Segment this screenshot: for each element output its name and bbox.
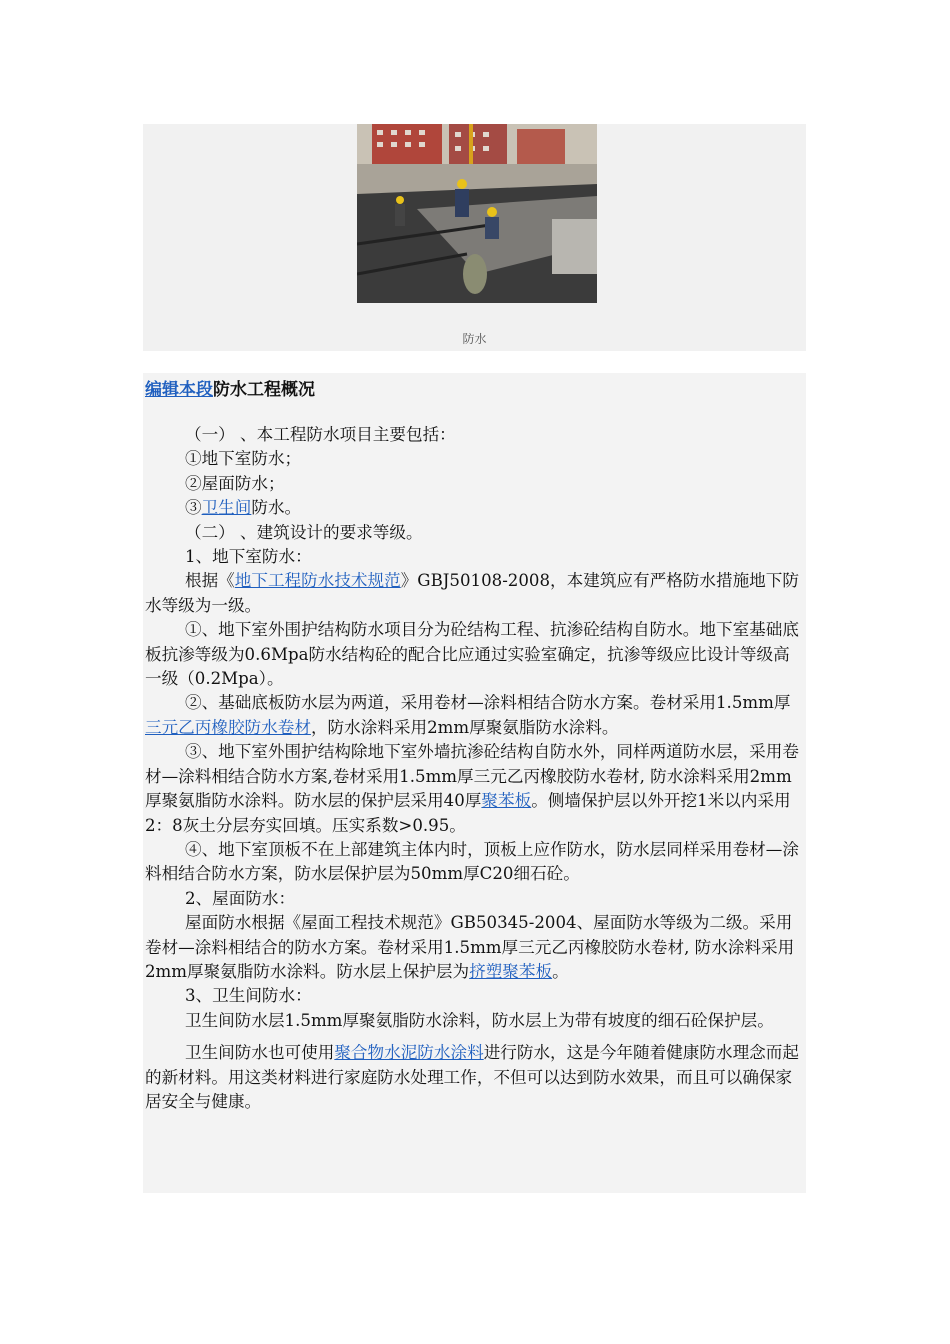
paragraph: ②屋面防水； [185,473,285,493]
text: ③ [185,498,202,518]
text: 防水。 [251,498,302,518]
paragraph: （一） 、本工程防水项目主要包括： [185,425,456,444]
text: ，防水涂料采用2mm厚聚氨脂防水涂料。 [310,717,619,737]
paragraph [145,1041,805,1114]
paragraph: ①地下室防水； [185,449,302,469]
construction-photo [357,124,597,303]
article-body [145,423,805,1114]
paragraph: ④、地下室顶板不在上部建筑主体内时，顶板上应作防水，防水层同样采用卷材—涂料相结合防水方案，防水层保护层为50mm厚C20细石砼。 [145,839,799,884]
link-underground-spec[interactable]: 地下工程防水技术规范 [234,571,401,591]
waterproofing-site-image [357,124,597,303]
text: 》GBJ50108-2008，本建筑应有严格防水措施地下防水等级为一级。 [145,571,799,615]
paragraph [145,496,805,520]
paragraph [145,691,805,740]
paragraph [145,911,805,984]
text: ③、地下室外围护结构除地下室外墙抗渗砼结构自防水外，同样两道防水层，采用卷材—涂料相结合防水方案,卷材采用1.5mm厚三元乙丙橡胶防水卷材, 防水涂料采用2mm厚聚氨脂防水涂料。防水层的保护层采用40厚 [145,742,799,811]
text: 卫生间防水也可使用 [185,1043,335,1063]
link-epdm-membrane[interactable]: 三元乙丙橡胶防水卷材 [145,717,311,737]
section-title: 防水工程概况 [213,380,315,400]
paragraph: 卫生间防水层1.5mm厚聚氨脂防水涂料，防水层上为带有坡度的细石砼保护层。 [185,1010,774,1030]
link-xps-board[interactable]: 挤塑聚苯板 [469,961,553,981]
paragraph [145,740,805,838]
edit-section-link[interactable]: 编辑本段 [145,380,213,400]
paragraph: ①、地下室外围护结构防水项目分为砼结构工程、抗渗砼结构自防水。地下室基础底板抗渗等级为0.6Mpa防水结构砼的配合比应通过实验室确定，抗渗等级应比设计等级高一级（0.2Mpa）。 [145,620,799,689]
text: 屋面防水根据《屋面工程技术规范》GB50345-2004、屋面防水等级为二级。采用卷材—涂料相结合的防水方案。卷材采用1.5mm厚三元乙丙橡胶防水卷材, 防水涂料采用2mm厚聚氨脂防水涂料。防水层上保护层为 [145,913,795,981]
text: 根据《 [185,571,235,591]
paragraph [145,569,805,618]
text: 进行防水，这是今年随着健康防水理念而起的新材料。用这类材料进行家庭防水处理工作，不但可以达到防水效果，而且可以确保家居安全与健康。 [145,1043,799,1111]
text: 。 [552,961,569,981]
text: ②、基础底板防水层为两道，采用卷材—涂料相结合防水方案。卷材采用1.5mm厚 [185,693,791,713]
figure-caption: 防水 [462,332,487,346]
link-polymer-cement-coating[interactable]: 聚合物水泥防水涂料 [334,1043,484,1063]
paragraph: 3、卫生间防水： [185,986,312,1006]
link-bathroom[interactable]: 卫生间 [201,498,252,518]
figure-box [143,124,806,351]
text: 。侧墙保护层以外开挖1米以内采用2：8灰土分层夯实回填。压实系数>0.95。 [145,791,791,835]
paragraph: 2、屋面防水： [185,888,296,908]
paragraph: （二） 、建筑设计的要求等级。 [185,522,423,542]
article-section [143,373,806,1193]
section-heading [145,375,315,400]
link-polystyrene-board[interactable]: 聚苯板 [481,791,532,811]
paragraph: 1、地下室防水： [185,547,312,567]
